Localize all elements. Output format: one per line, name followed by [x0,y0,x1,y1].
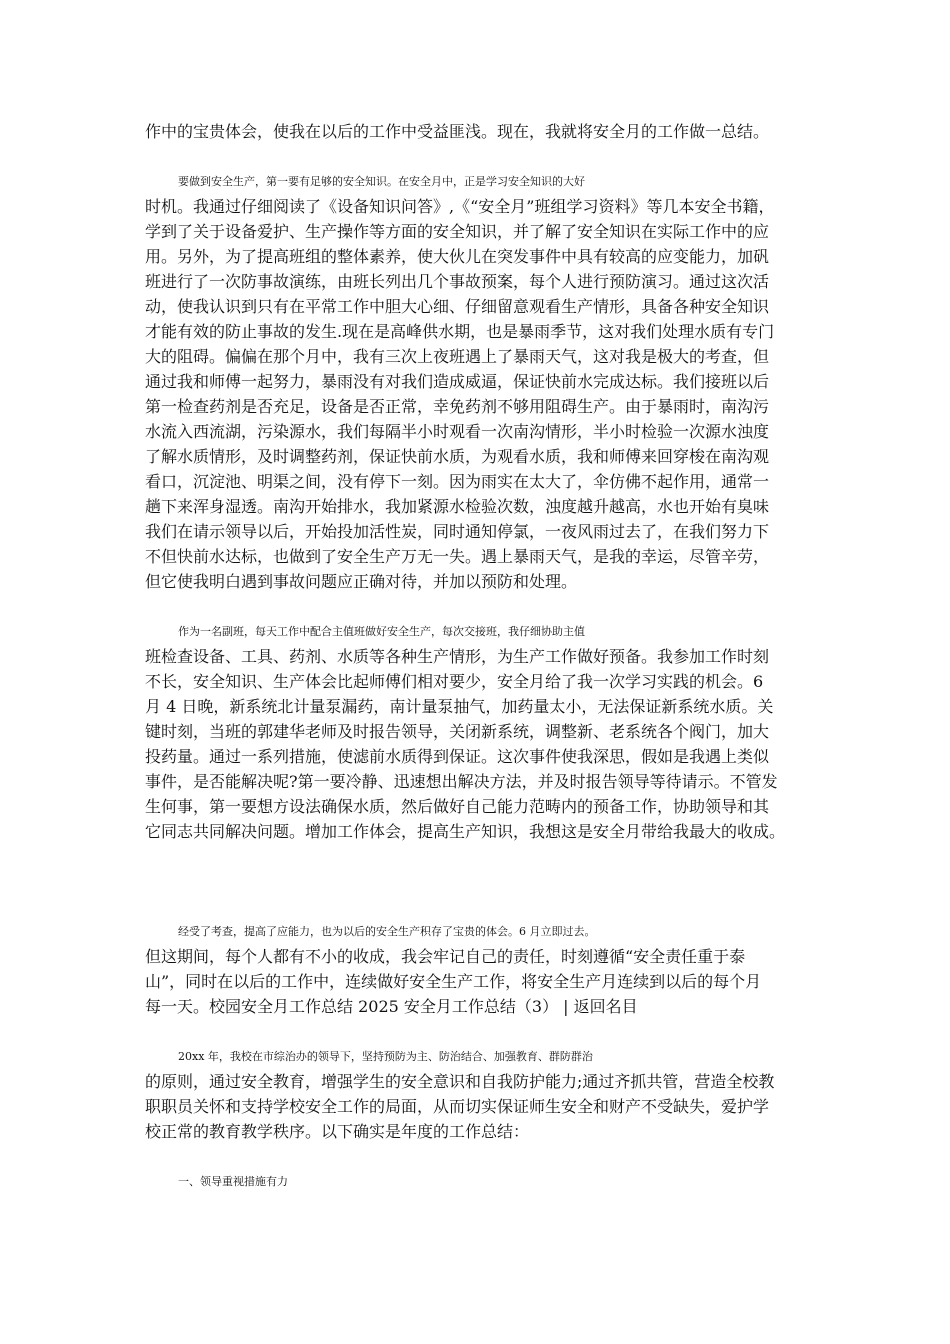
paragraph-2-line-3: 学到了关于设备爱护、生产操作等方面的安全知识，并了解了安全知识在实际工作中的应 [145,222,770,241]
paragraph-2-line-1: 要做到安全生产，第一要有足够的安全知识。在安全月中，正是学习安全知识的大好 [178,175,585,188]
paragraph-4-line-3: 山”，同时在以后的工作中，连续做好安全生产工作，将安全生产月连续到以后的每个月 [145,972,762,991]
paragraph-2-line-8: 大的阻碍。偏偏在那个月中，我有三次上夜班遇上了暴雨天气，这对我是极大的考查，但 [145,347,770,366]
paragraph-3-line-4: 月 4 日晚，新系统北计量泵漏药，南计量泵抽气，加药量太小，无法保证新系统水质。关 [145,697,774,716]
paragraph-3-line-7: 事件，是否能解决呢?第一要冷静、迅速想出解决方法，并及时报告领导等待请示。不管发 [145,772,778,791]
paragraph-2-line-10: 第一检查药剂是否充足，设备是否正常，幸免药剂不够用阻碍生产。由于暴雨时，南沟污 [145,397,770,416]
paragraph-2-line-9: 通过我和师傅一起努力，暴雨没有对我们造成威逼，保证快前水完成达标。我们接班以后 [145,372,770,391]
paragraph-2-line-13: 看口，沉淀池、明渠之间，没有停下一刻。因为雨实在太大了，伞仿佛不起作用，通常一 [145,472,770,491]
paragraph-3-line-8: 生何事，第一要想方设法确保水质，然后做好自己能力范畴内的预备工作，协助领导和其 [145,797,770,816]
paragraph-2-line-17: 但它使我明白遇到事故问题应正确对待，并加以预防和处理。 [145,572,578,591]
paragraph-2-line-12: 了解水质情形，及时调整药剂，保证快前水质，为观看水质，我和师傅来回穿梭在南沟观 [145,447,770,466]
paragraph-3-line-3: 不长，安全知识、生产体会比起师傅们相对要少，安全月给了我一次学习实践的机会。6 [145,672,764,691]
paragraph-2-line-4: 用。另外，为了提高班组的整体素养，使大伙儿在突发事件中具有较高的应变能力，加矾 [145,247,770,266]
paragraph-5-line-4: 校正常的教育教学秩序。以下确实是年度的工作总结： [145,1122,530,1141]
paragraph-2-line-11: 水流入西流湖，污染源水，我们每隔半小时观看一次南沟情形，半小时检验一次源水浊度 [145,422,770,441]
paragraph-3-line-2: 班检查设备、工具、药剂、水质等各种生产情形，为生产工作做好预备。我参加工作时刻 [145,647,770,666]
paragraph-2-line-2: 时机。我通过仔细阅读了《设备知识问答》,《“安全月”班组学习资料》等几本安全书籍， [145,197,775,216]
paragraph-2-line-5: 班进行了一次防事故演练，由班长列出几个事故预案，每个人进行预防演习。通过这次活 [145,272,770,291]
paragraph-3-line-5: 键时刻，当班的郭建华老师及时报告领导，关闭新系统，调整新、老系统各个阀门，加大 [145,722,770,741]
paragraph-3-line-9: 它同志共同解决问题。增加工作体会，提高生产知识，我想这是安全月带给我最大的收成。 [145,822,786,841]
paragraph-4-line-2: 但这期间，每个人都有不小的收成，我会牢记自己的责任，时刻遵循“安全责任重于泰 [145,947,746,966]
section-heading: 一、领导重视措施有力 [178,1175,288,1188]
paragraph-2-line-16: 不但快前水达标，也做到了安全生产万无一失。遇上暴雨天气，是我的幸运，尽管辛劳， [145,547,770,566]
paragraph-4-line-1: 经受了考查，提高了应能力，也为以后的安全生产积存了宝贵的体会。6 月立即过去。 [178,925,596,938]
paragraph-1-line-1: 作中的宝贵体会，使我在以后的工作中受益匪浅。现在，我就将安全月的工作做一总结。 [145,122,770,141]
paragraph-2-line-15: 我们在请示领导以后，开始投加活性炭，同时通知停氯，一夜风雨过去了，在我们努力下 [145,522,770,541]
paragraph-5-line-2: 的原则，通过安全教育，增强学生的安全意识和自我防护能力;通过齐抓共管，营造全校教 [145,1072,775,1091]
paragraph-2-line-7: 才能有效的防止事故的发生.现在是高峰供水期，也是暴雨季节，这对我们处理水质有专门 [145,322,775,341]
paragraph-5-line-1: 20xx 年，我校在市综治办的领导下，坚持预防为主、防治结合、加强教育、群防群治 [178,1050,593,1063]
paragraph-3-line-1: 作为一名副班，每天工作中配合主值班做好安全生产，每次交接班，我仔细协助主值 [178,625,585,638]
paragraph-2-line-6: 动，使我认识到只有在平常工作中胆大心细、仔细留意观看生产情形，具备各种安全知识 [145,297,770,316]
paragraph-4-line-4: 每一天。校园安全月工作总结 2025 安全月工作总结（3） | 返回名目 [145,997,638,1016]
paragraph-2-line-14: 趟下来浑身湿透。南沟开始排水，我加紧源水检验次数，浊度越升越高，水也开始有臭味 [145,497,770,516]
paragraph-5-line-3: 职职员关怀和支持学校安全工作的局面，从而切实保证师生安全和财产不受缺失，爱护学 [145,1097,770,1116]
paragraph-3-line-6: 投药量。通过一系列措施，使滤前水质得到保证。这次事件使我深思，假如是我遇上类似 [145,747,770,766]
